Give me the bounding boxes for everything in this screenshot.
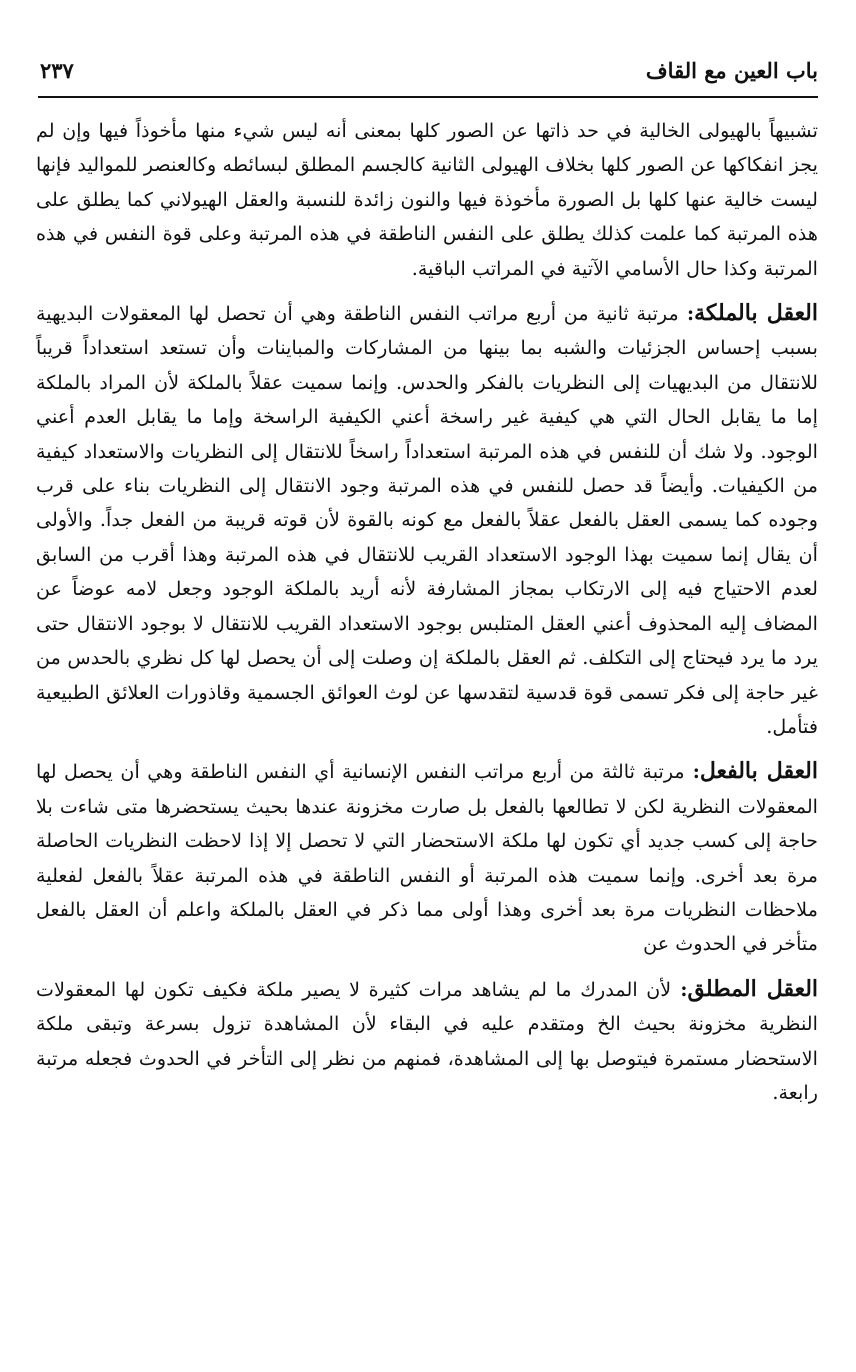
term-colon: : xyxy=(684,760,700,784)
entry-text: مرتبة ثالثة من أربع مراتب النفس الإنسانية أي النفس الناطقة وهي أن يحصل لها المعقولات النظرية لكن لا تطالعها بالفعل بل صارت مخزونة عندها بحيث يستحضرها متى شاءت بلا حاجة إلى كسب جديد أي تكون لها ملكة الاستحضار التي لا تحصل إلا إذا لاحظت النظريات الحاصلة مرة بعد أخرى. وإنما سميت هذه المرتبة أو النفس الناطقة في هذه المرتبة عقلاً بالفعل لفعلية ملاحظات النظريات مرة بعد أخرى وهذا أولى مما ذكر في العقل بالملكة واعلم أن العقل بالفعل متأخر في الحدوث عن xyxy=(36,760,818,956)
entry-text: لأن المدرك ما لم يشاهد مرات كثيرة لا يصير ملكة فكيف تكون لها المعقولات النظرية مخزونة بحيث الخ ومتقدم عليه في البقاء لأن المشاهدة تزول بسرعة وتبقى ملكة الاستحضار مستمرة فيتوصل بها إلى المشاهدة، فمنهم من نظر إلى التأخر في الحدوث فجعله مرتبة رابعة. xyxy=(36,977,818,1104)
running-header xyxy=(38,56,818,98)
entry-term: العقل بالملكة xyxy=(694,300,818,327)
entry-aql-bil-fil xyxy=(36,754,818,961)
entry-aql-mutlaq xyxy=(36,972,818,1111)
entry-term: العقل بالفعل xyxy=(699,758,818,785)
term-colon: : xyxy=(678,302,695,326)
chapter-title: باب العين مع القاف xyxy=(645,58,818,83)
page-number: ٢٣٧ xyxy=(40,58,74,83)
entry-aql-bil-malaka xyxy=(36,296,818,744)
entry-text: مرتبة ثانية من أربع مراتب النفس الناطقة وهي أن تحصل لها المعقولات البديهية بسبب إحساس الجزئيات والشبه بما بينها من المشاركات والمباينات وأن تستعد استعداداً قريباً للانتقال من البديهيات إلى النظريات بالفكر والحدس. وإنما سميت عقلاً بالملكة لأن المراد بالملكة إما ما يقابل الحال التي هي كيفية غير راسخة أعني الكيفية الراسخة وإما ما يقابل العدم أعني الوجود. ولا شك أن للنفس في هذه المرتبة استعداداً راسخاً للانتقال إلى النظريات والاستعداد كيفية من الكيفيات. وأيضاً قد حصل للنفس في هذه المرتبة وجود الانتقال إلى النظريات بناء على قرب وجوده كما يسمى العقل بالفعل عقلاً بالفعل مع كونه بالقوة لأن قوته قريبة من الفعل جداً. والأولى أن يقال إنما سميت بهذا الوجود الاستعداد القريب للانتقال في هذه المرتبة وهذا أقرب من السابق لعدم الاحتياج فيه إلى الارتكاب بمجاز المشارفة لأنه أريد بالملكة الوجود وجعل لامه عوضاً عن المضاف إليه المحذوف أعني العقل المتلبس بوجود الاستعداد القريب للانتقال لا بوجود الانتقال حتى يرد ما يرد فيحتاج إلى التكلف. ثم العقل بالملكة إن وصلت إلى أن يحصل لها كل نظري بالحدس من غير حاجة إلى فكر تسمى قوة قدسية لتقدسها عن لوث العوائق الجسمية وقاذورات العلائق الطبيعية فتأمل. xyxy=(36,302,818,738)
page-body xyxy=(36,114,818,1120)
paragraph-continuation xyxy=(36,114,818,286)
term-colon: : xyxy=(671,977,688,1001)
entry-term: العقل المطلق xyxy=(687,975,819,1002)
paragraph-text: تشبيهاً بالهيولى الخالية في حد ذاتها عن الصور كلها بمعنى أنه ليس شيء منها مأخوذاً فيها وإن لم يجز انفكاكها عن الصور كلها بخلاف الهيولى الثانية كالجسم المطلق لبسائطه وكالعنصر للمواليد فإنها ليست خالية عنها كلها بل الصورة مأخوذة فيها والنون زائدة للنسبة والعقل الهيولاني كما يطلق على هذه المرتبة كما علمت كذلك يطلق على النفس الناطقة في هذه المرتبة وعلى قوة النفس في هذه المرتبة وكذا حال الأسامي الآتية في المراتب الباقية. xyxy=(36,119,818,280)
